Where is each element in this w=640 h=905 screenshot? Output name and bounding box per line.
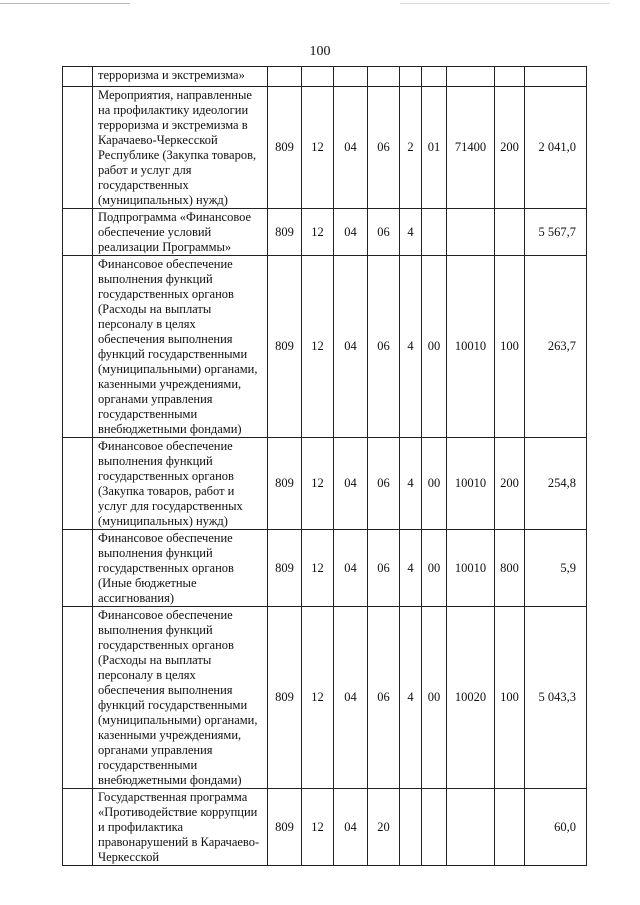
cell-program: 06 — [368, 256, 400, 438]
cell-section: 12 — [302, 87, 334, 209]
cell-subsection — [334, 67, 368, 87]
cell-subprogram: 4 — [400, 209, 422, 256]
budget-table — [62, 66, 587, 866]
scan-artifact-top-right — [400, 3, 610, 4]
cell-subsection: 04 — [334, 256, 368, 438]
cell-expense-type: 100 — [495, 607, 525, 789]
table-row — [63, 607, 587, 789]
cell-sum: 60,0 — [525, 789, 587, 866]
cell-subsection: 04 — [334, 607, 368, 789]
cell-expense-type: 200 — [495, 87, 525, 209]
row-name: Финансовое обеспечение выполнения функций государственных органов (Расходы на выплаты персоналу в целях обеспечения выполнения функций государственными (муниципальными) органами, казенными учреждениями, органами управления государственными внебюджетными фондами) — [93, 607, 268, 789]
table-row — [63, 789, 587, 866]
cell-program: 06 — [368, 87, 400, 209]
empty-cell — [63, 607, 93, 789]
cell-subprogram: 2 — [400, 87, 422, 209]
table-row — [63, 256, 587, 438]
page-number: 100 — [309, 44, 331, 59]
row-name: Мероприятия, направленные на профилактику идеологии терроризма и экстремизма в Карачаево-Черкесской Республике (Закупка товаров, работ и услуг для государственных (муниципальных) нужд) — [93, 87, 268, 209]
cell-program: 06 — [368, 209, 400, 256]
cell-sum — [525, 67, 587, 87]
empty-cell — [63, 67, 93, 87]
cell-expense-type — [495, 789, 525, 866]
cell-direction: 10010 — [447, 530, 495, 607]
row-name: Финансовое обеспечение выполнения функций государственных органов (Расходы на выплаты персоналу в целях обеспечения выполнения функций государственными (муниципальными) органами, казенными учреждениями, органами управления государственными внебюджетными фондами) — [93, 256, 268, 438]
cell-subsection: 04 — [334, 438, 368, 530]
empty-cell — [63, 256, 93, 438]
cell-subsection: 04 — [334, 87, 368, 209]
cell-event: 00 — [422, 530, 447, 607]
cell-subsection: 04 — [334, 530, 368, 607]
empty-cell — [63, 438, 93, 530]
cell-section: 12 — [302, 209, 334, 256]
empty-cell — [63, 789, 93, 866]
cell-subprogram: 4 — [400, 607, 422, 789]
cell-subprogram: 4 — [400, 530, 422, 607]
cell-program — [368, 67, 400, 87]
cell-code: 809 — [268, 209, 302, 256]
cell-code: 809 — [268, 607, 302, 789]
cell-program: 06 — [368, 607, 400, 789]
cell-event — [422, 789, 447, 866]
cell-subprogram — [400, 789, 422, 866]
cell-sum: 263,7 — [525, 256, 587, 438]
cell-code — [268, 67, 302, 87]
table-row — [63, 209, 587, 256]
row-name: Государственная программа «Противодействие коррупции и профилактика правонарушений в Карачаево-Черкесской — [93, 789, 268, 866]
cell-section: 12 — [302, 256, 334, 438]
cell-section: 12 — [302, 438, 334, 530]
cell-subprogram: 4 — [400, 256, 422, 438]
cell-code: 809 — [268, 438, 302, 530]
cell-sum: 2 041,0 — [525, 87, 587, 209]
cell-section: 12 — [302, 789, 334, 866]
table-row — [63, 530, 587, 607]
cell-code: 809 — [268, 256, 302, 438]
table-row — [63, 438, 587, 530]
cell-expense-type — [495, 67, 525, 87]
cell-code: 809 — [268, 530, 302, 607]
row-name: Финансовое обеспечение выполнения функций государственных органов (Закупка товаров, работ и услуг для государственных (муниципальных) нужд) — [93, 438, 268, 530]
empty-cell — [63, 530, 93, 607]
cell-program: 06 — [368, 530, 400, 607]
cell-program: 06 — [368, 438, 400, 530]
cell-subsection: 04 — [334, 209, 368, 256]
cell-direction: 10010 — [447, 256, 495, 438]
cell-program: 20 — [368, 789, 400, 866]
cell-direction — [447, 209, 495, 256]
cell-code: 809 — [268, 87, 302, 209]
cell-expense-type: 200 — [495, 438, 525, 530]
cell-expense-type — [495, 209, 525, 256]
cell-sum: 5 043,3 — [525, 607, 587, 789]
row-name: терроризма и экстремизма» — [93, 67, 268, 87]
cell-sum: 254,8 — [525, 438, 587, 530]
cell-event: 00 — [422, 438, 447, 530]
table-row — [63, 87, 587, 209]
cell-event: 00 — [422, 607, 447, 789]
cell-event — [422, 67, 447, 87]
cell-expense-type: 800 — [495, 530, 525, 607]
cell-code: 809 — [268, 789, 302, 866]
cell-event: 01 — [422, 87, 447, 209]
cell-sum: 5 567,7 — [525, 209, 587, 256]
row-name: Финансовое обеспечение выполнения функций государственных органов (Иные бюджетные ассигнования) — [93, 530, 268, 607]
cell-direction — [447, 67, 495, 87]
cell-sum: 5,9 — [525, 530, 587, 607]
cell-direction: 10020 — [447, 607, 495, 789]
cell-direction: 71400 — [447, 87, 495, 209]
cell-direction — [447, 789, 495, 866]
cell-subsection: 04 — [334, 789, 368, 866]
empty-cell — [63, 87, 93, 209]
cell-event: 00 — [422, 256, 447, 438]
empty-cell — [63, 209, 93, 256]
cell-event — [422, 209, 447, 256]
cell-subprogram — [400, 67, 422, 87]
row-name: Подпрограмма «Финансовое обеспечение условий реализации Программы» — [93, 209, 268, 256]
cell-section: 12 — [302, 530, 334, 607]
cell-section — [302, 67, 334, 87]
cell-direction: 10010 — [447, 438, 495, 530]
cell-section: 12 — [302, 607, 334, 789]
cell-subprogram: 4 — [400, 438, 422, 530]
table-row — [63, 67, 587, 87]
cell-expense-type: 100 — [495, 256, 525, 438]
scan-artifact-top-left — [0, 3, 130, 4]
